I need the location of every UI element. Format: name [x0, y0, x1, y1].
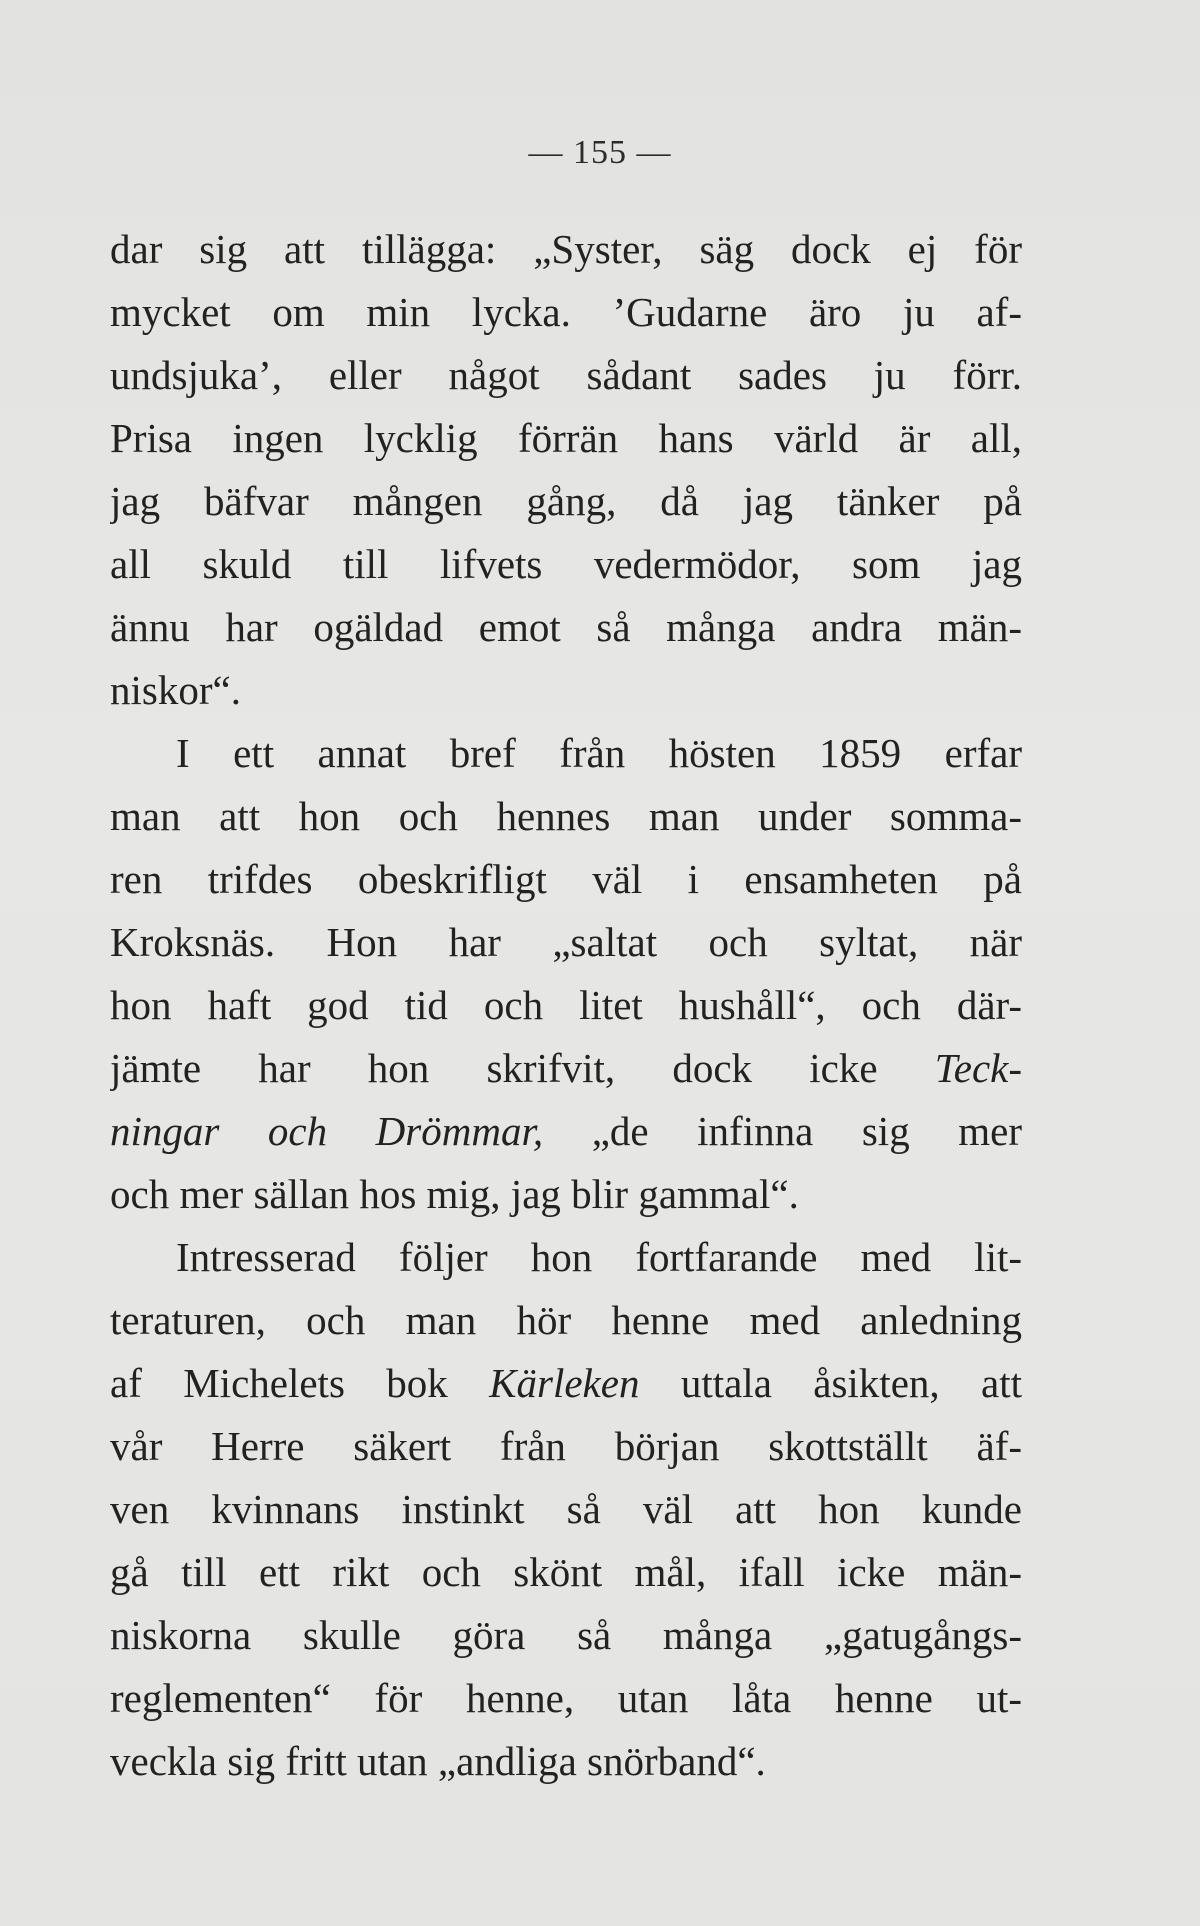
- text-line: ningar och Drömmar, „de infinna sig mer: [110, 1108, 1022, 1154]
- text-line: reglementen“ för henne, utan låta henne ut-: [110, 1675, 1022, 1721]
- text-line: Kroksnäs. Hon har „saltat och syltat, när: [110, 919, 1022, 965]
- page-number: [0, 134, 1200, 172]
- text-line: vår Herre säkert från början skottställt äf-: [110, 1423, 1022, 1469]
- italic-title: Kärleken: [489, 1360, 640, 1406]
- italic-title: Teck-: [934, 1045, 1022, 1091]
- text-line: hon haft god tid och litet hushåll“, och där-: [110, 982, 1022, 1028]
- text-line: I ett annat bref från hösten 1859 erfar: [176, 730, 1022, 776]
- text-line: dar sig att tillägga: „Syster, säg dock ej för: [110, 226, 1022, 272]
- text-line: jag bäfvar mången gång, då jag tänker på: [110, 478, 1022, 524]
- text-line: gå till ett rikt och skönt mål, ifall icke män-: [110, 1549, 1022, 1595]
- text-line: mycket om min lycka. ’Gudarne äro ju af-: [110, 289, 1022, 335]
- text-line: af Michelets bok Kärleken uttala åsikten, att: [110, 1360, 1022, 1406]
- italic-title: ningar och Drömmar,: [110, 1108, 544, 1154]
- body-text: [110, 218, 1022, 1793]
- text-line: jämte har hon skrifvit, dock icke Teck-: [110, 1045, 1022, 1091]
- text-line: veckla sig fritt utan „andliga snörband“.: [110, 1738, 766, 1784]
- text-line: undsjuka’, eller något sådant sades ju förr.: [110, 352, 1022, 398]
- text-line: Intresserad följer hon fortfarande med lit-: [176, 1234, 1022, 1280]
- page-number-text: — 155 —: [528, 134, 672, 171]
- text-line: niskorna skulle göra så många „gatugångs-: [110, 1612, 1022, 1658]
- text-line: man att hon och hennes man under somma-: [110, 793, 1022, 839]
- text-line: teraturen, och man hör henne med anledning: [110, 1297, 1022, 1343]
- text-line: ännu har ogäldad emot så många andra män-: [110, 604, 1022, 650]
- text-line: och mer sällan hos mig, jag blir gammal“.: [110, 1171, 799, 1217]
- text-line: all skuld till lifvets vedermödor, som jag: [110, 541, 1022, 587]
- text-line: Prisa ingen lycklig förrän hans värld är all,: [110, 415, 1022, 461]
- text-line: ren trifdes obeskrifligt väl i ensamheten på: [110, 856, 1022, 902]
- text-line: ven kvinnans instinkt så väl att hon kunde: [110, 1486, 1022, 1532]
- text-line: niskor“.: [110, 667, 241, 713]
